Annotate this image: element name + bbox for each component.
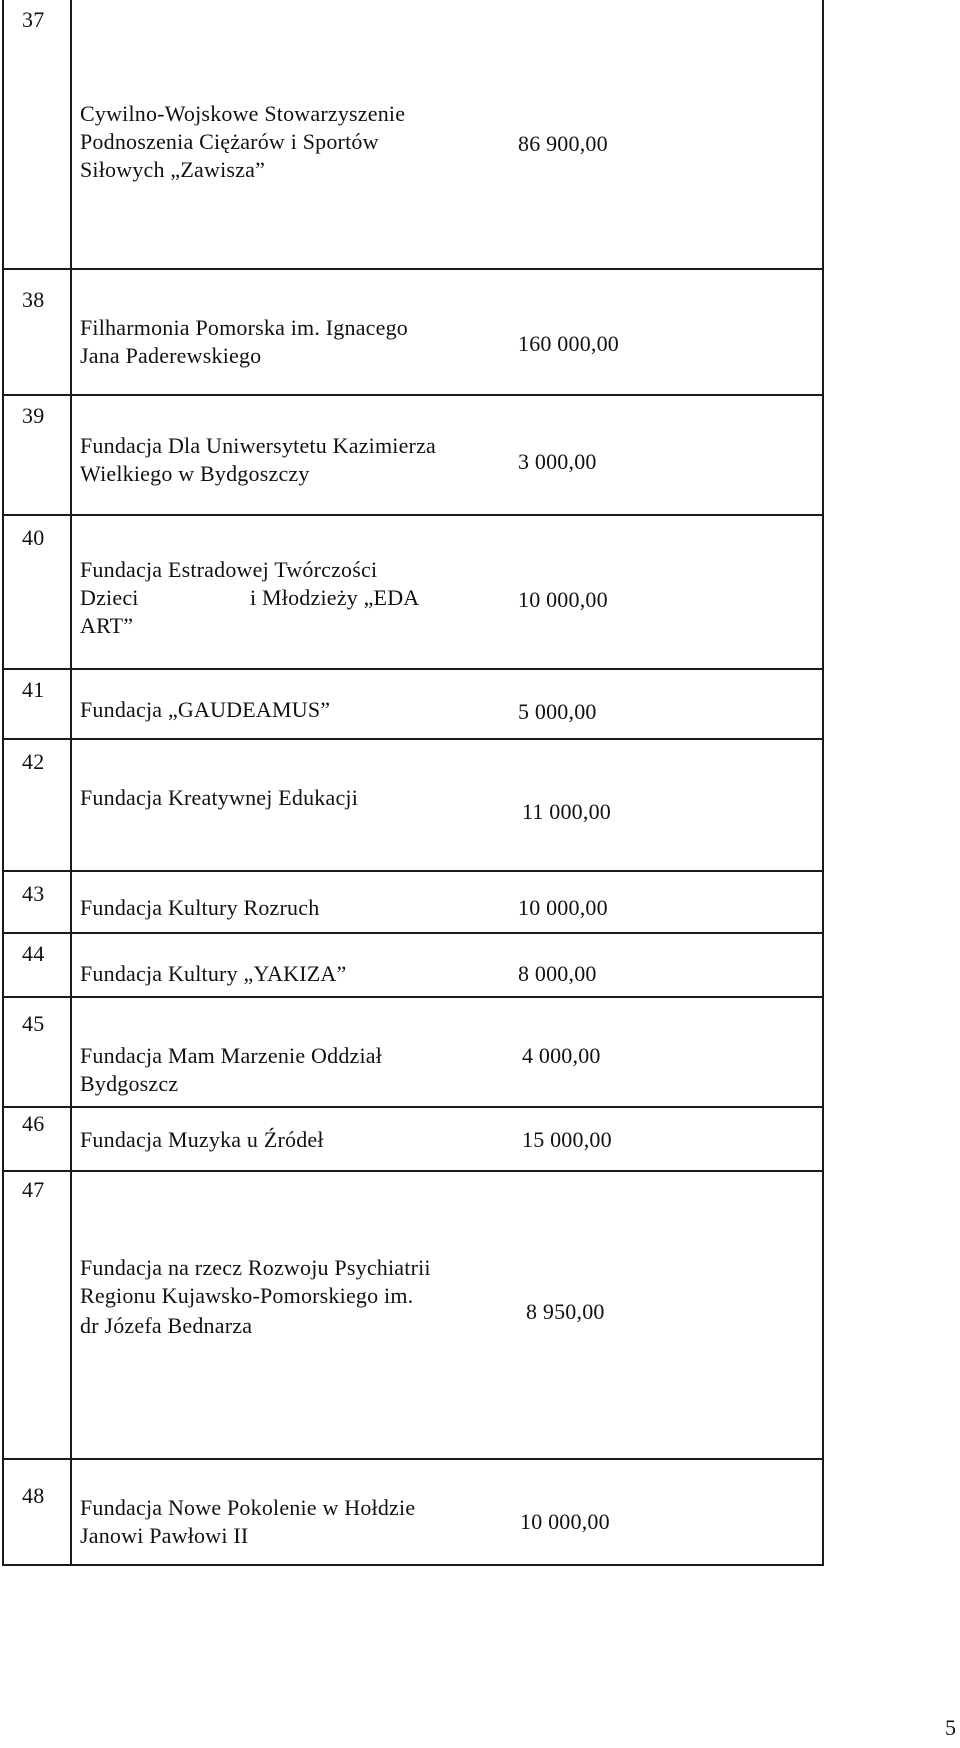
row-divider xyxy=(2,668,824,670)
row-name-line: Fundacja „GAUDEAMUS” xyxy=(80,697,331,722)
row-number: 42 xyxy=(22,749,45,774)
row-name-line: Fundacja Dla Uniwersytetu Kazimierza xyxy=(80,433,437,458)
row-name-line: Fundacja Mam Marzenie Oddział xyxy=(80,1043,383,1068)
row-name-line: Fundacja Kultury „YAKIZA” xyxy=(80,961,347,986)
row-number: 47 xyxy=(22,1177,45,1202)
row-amount: 8 950,00 xyxy=(526,1299,605,1324)
row-name-line: Jana Paderewskiego xyxy=(80,343,262,368)
row-name-line: Fundacja Estradowej Twórczości xyxy=(80,557,378,582)
row-name-line: Fundacja Muzyka u Źródeł xyxy=(80,1127,324,1152)
row-number: 45 xyxy=(22,1011,45,1036)
row-divider xyxy=(2,996,824,998)
row-number: 39 xyxy=(22,403,45,428)
table-border-bottom xyxy=(2,1564,824,1566)
row-divider xyxy=(2,1458,824,1460)
row-name-line: Janowi Pawłowi II xyxy=(80,1523,249,1548)
row-divider xyxy=(2,514,824,516)
row-number: 44 xyxy=(22,941,45,966)
row-name-line: i Młodzieży „EDA xyxy=(250,585,420,610)
row-name-line: Dzieci xyxy=(80,585,139,610)
row-amount: 10 000,00 xyxy=(518,587,608,612)
row-divider xyxy=(2,394,824,396)
row-number: 37 xyxy=(22,7,45,32)
page-number: 5 xyxy=(945,1715,956,1740)
row-number: 41 xyxy=(22,677,45,702)
row-divider xyxy=(2,1170,824,1172)
row-name-line: Wielkiego w Bydgoszczy xyxy=(80,461,310,486)
row-amount: 3 000,00 xyxy=(518,449,597,474)
row-amount: 5 000,00 xyxy=(518,699,597,724)
table-border-right xyxy=(822,0,824,1566)
row-name-line: Fundacja na rzecz Rozwoju Psychiatrii xyxy=(80,1255,431,1280)
row-name-line: Regionu Kujawsko-Pomorskiego im. xyxy=(80,1283,414,1308)
row-amount: 160 000,00 xyxy=(518,331,619,356)
row-divider xyxy=(2,268,824,270)
row-name-line: ART” xyxy=(80,613,134,638)
row-name-line: Fundacja Kreatywnej Edukacji xyxy=(80,785,359,810)
row-name-line: Fundacja Nowe Pokolenie w Hołdzie xyxy=(80,1495,416,1520)
table-border-left xyxy=(2,0,4,1566)
row-name-line: Cywilno-Wojskowe Stowarzyszenie xyxy=(80,101,406,126)
row-number: 43 xyxy=(22,881,45,906)
row-amount: 15 000,00 xyxy=(522,1127,612,1152)
row-amount: 10 000,00 xyxy=(518,895,608,920)
row-amount: 4 000,00 xyxy=(522,1043,601,1068)
row-name-line: Podnoszenia Ciężarów i Sportów xyxy=(80,129,379,154)
row-amount: 86 900,00 xyxy=(518,131,608,156)
row-number: 38 xyxy=(22,287,45,312)
table-divider-col1 xyxy=(70,0,72,1566)
row-name-line: Siłowych „Zawisza” xyxy=(80,157,266,182)
row-name-line: Bydgoszcz xyxy=(80,1071,179,1096)
row-divider xyxy=(2,870,824,872)
row-name-line: dr Józefa Bednarza xyxy=(80,1313,253,1338)
row-name-line: Fundacja Kultury Rozruch xyxy=(80,895,320,920)
row-number: 40 xyxy=(22,525,45,550)
row-number: 48 xyxy=(22,1483,45,1508)
row-amount: 11 000,00 xyxy=(522,799,611,824)
row-divider xyxy=(2,738,824,740)
row-amount: 10 000,00 xyxy=(520,1509,610,1534)
row-divider xyxy=(2,932,824,934)
row-divider xyxy=(2,1106,824,1108)
row-name-line: Filharmonia Pomorska im. Ignacego xyxy=(80,315,408,340)
row-number: 46 xyxy=(22,1111,45,1136)
row-amount: 8 000,00 xyxy=(518,961,597,986)
